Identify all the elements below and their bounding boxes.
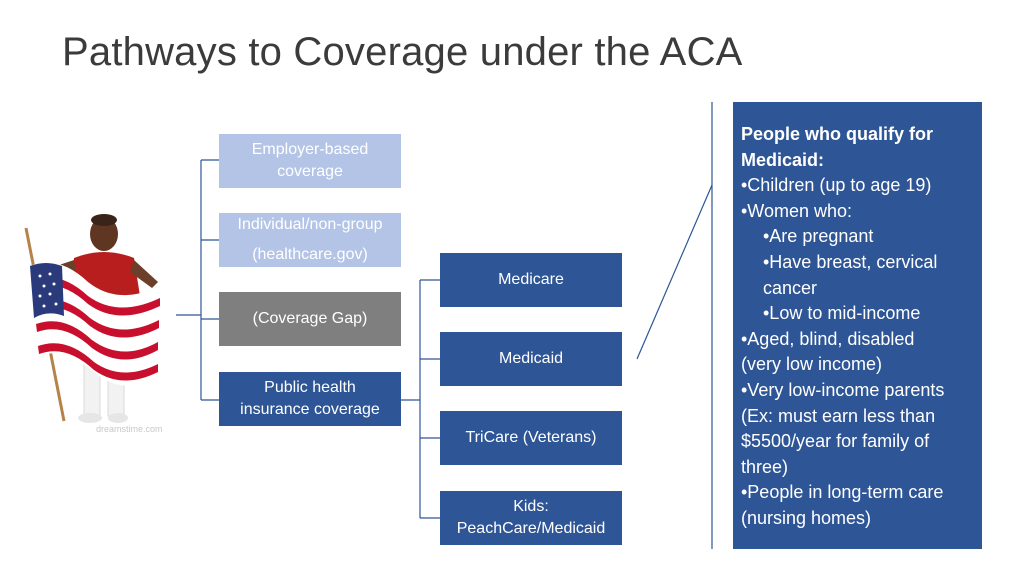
box-line: Individual/non-group	[237, 216, 383, 233]
panel-heading-line: Medicaid:	[741, 149, 825, 170]
box-line: TriCare (Veterans)	[465, 429, 597, 446]
panel-subitem-cancer: •Have breast, cervical	[763, 251, 938, 272]
box-public-health-insurance	[219, 372, 401, 426]
panel-item-long-term-care-cont: (nursing homes)	[741, 507, 872, 528]
panel-item-parents-cont: $5500/year for family of	[741, 431, 930, 452]
panel-item-aged-cont: (very low income)	[741, 354, 883, 375]
box-line: Public health	[264, 379, 356, 396]
panel-item-aged: •Aged, blind, disabled	[741, 328, 915, 349]
watermark-text: dreamstime.com	[96, 424, 163, 434]
box-kids-peachcare	[440, 491, 622, 545]
box-line: (healthcare.gov)	[252, 246, 368, 263]
box-line: coverage	[277, 163, 343, 180]
box-line: Medicaid	[498, 350, 564, 367]
panel-item-long-term-care: •People in long-term care	[741, 482, 944, 503]
box-individual-non-group	[219, 213, 401, 267]
box-line: Employer-based	[251, 141, 369, 158]
panel-subitem-pregnant: •Are pregnant	[763, 226, 874, 247]
panel-item-parents-cont: (Ex: must earn less than	[741, 405, 936, 426]
box-line: Medicare	[498, 271, 564, 288]
panel-item-women: •Women who:	[741, 200, 853, 221]
medicaid-eligibility-panel	[733, 102, 982, 549]
box-coverage-gap	[219, 292, 401, 346]
panel-heading-line: People who qualify for	[741, 124, 934, 144]
panel-item-parents-cont: three)	[741, 456, 789, 477]
box-medicare	[440, 253, 622, 307]
box-line: Kids:	[513, 498, 549, 515]
panel-subitem-cancer-cont: cancer	[763, 277, 818, 298]
slide-title: Pathways to Coverage under the ACA	[62, 30, 743, 74]
box-line: insurance coverage	[240, 401, 380, 418]
box-line: PeachCare/Medicaid	[456, 520, 606, 537]
person-with-flag-image	[18, 206, 178, 446]
panel-subitem-low-income: •Low to mid-income	[763, 303, 921, 324]
box-medicaid	[440, 332, 622, 386]
box-employer-based	[219, 134, 401, 188]
box-line: (Coverage Gap)	[252, 310, 368, 327]
box-tricare	[440, 411, 622, 465]
panel-item-parents: •Very low-income parents	[741, 379, 945, 400]
panel-item-children: •Children (up to age 19)	[741, 175, 932, 196]
